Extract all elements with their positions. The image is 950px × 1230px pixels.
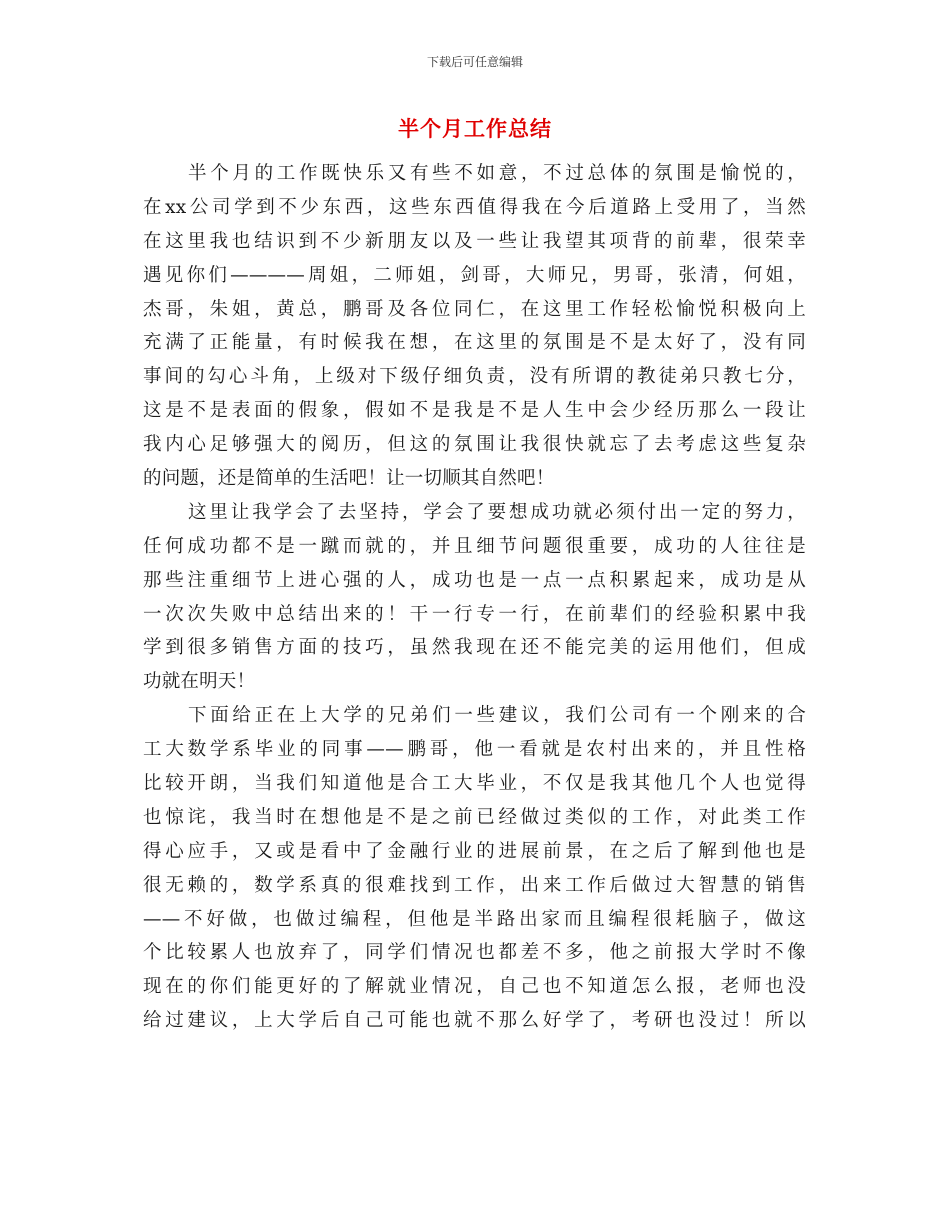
text-line: 这是不是表面的假象，假如不是我是不是人生中会少经历那么一段让	[143, 400, 806, 422]
text-line: 在xx公司学到不少东西，这些东西值得我在今后道路上受用了，当然	[143, 196, 806, 218]
text-line: 杰哥，朱姐，黄总，鹏哥及各位同仁，在这里工作轻松愉悦积极向上	[143, 298, 806, 320]
text-line: 得心应手，又或是看中了金融行业的进展前景，在之后了解到他也是	[143, 840, 806, 862]
text-line: 也惊诧，我当时在想他是不是之前已经做过类似的工作，对此类工作	[143, 806, 806, 828]
text-line: 工大数学系毕业的同事——鹏哥，他一看就是农村出来的，并且性格	[143, 739, 806, 761]
text-line: 学到很多销售方面的技巧，虽然我现在还不能完美的运用他们，但成	[143, 637, 806, 659]
text-line: 的问题，还是简单的生活吧！让一切顺其自然吧！	[143, 468, 555, 490]
text-line: 充满了正能量，有时候我在想，在这里的氛围是不是太好了，没有同	[143, 332, 806, 354]
text-line: 下面给正在上大学的兄弟们一些建议，我们公司有一个刚来的合	[188, 705, 806, 727]
header-note: 下载后可任意编辑	[426, 55, 523, 69]
text-line: 一次次失败中总结出来的！干一行专一行，在前辈们的经验积累中我	[143, 603, 806, 625]
text-line: 现在的你们能更好的了解就业情况，自己也不知道怎么报，老师也没	[143, 976, 806, 998]
text-line: 遇见你们————周姐，二师姐，剑哥，大师兄，男哥，张清，何姐，	[143, 264, 806, 286]
text-line: 在这里我也结识到不少新朋友以及一些让我望其项背的前辈，很荣幸	[143, 230, 806, 252]
text-line: 比较开朗，当我们知道他是合工大毕业，不仅是我其他几个人也觉得	[143, 773, 806, 795]
text-line: 事间的勾心斗角，上级对下级仔细负责，没有所谓的教徒弟只教七分，	[143, 366, 806, 388]
text-line: 那些注重细节上进心强的人，成功也是一点一点积累起来，成功是从	[143, 569, 806, 591]
text-line: 功就在明天！	[143, 671, 256, 693]
text-line: 很无赖的，数学系真的很难找到工作，出来工作后做过大智慧的销售	[143, 874, 806, 896]
text-line: 给过建议，上大学后自己可能也就不那么好学了，考研也没过！所以	[143, 1010, 806, 1032]
text-line: 半个月的工作既快乐又有些不如意，不过总体的氛围是愉悦的，	[188, 163, 806, 184]
text-line: 个比较累人也放弃了，同学们情况也都差不多，他之前报大学时不像	[143, 942, 806, 964]
text-line: 我内心足够强大的阅历，但这的氛围让我很快就忘了去考虑这些复杂	[143, 434, 806, 456]
document-title: 半个月工作总结	[398, 117, 552, 141]
text-line: ——不好做，也做过编程，但他是半路出家而且编程很耗脑子，做这	[143, 908, 806, 930]
text-line: 这里让我学会了去坚持，学会了要想成功就必须付出一定的努力，	[188, 501, 806, 523]
text-line: 任何成功都不是一蹴而就的，并且细节问题很重要，成功的人往往是	[143, 535, 806, 557]
document-body	[143, 157, 806, 1038]
